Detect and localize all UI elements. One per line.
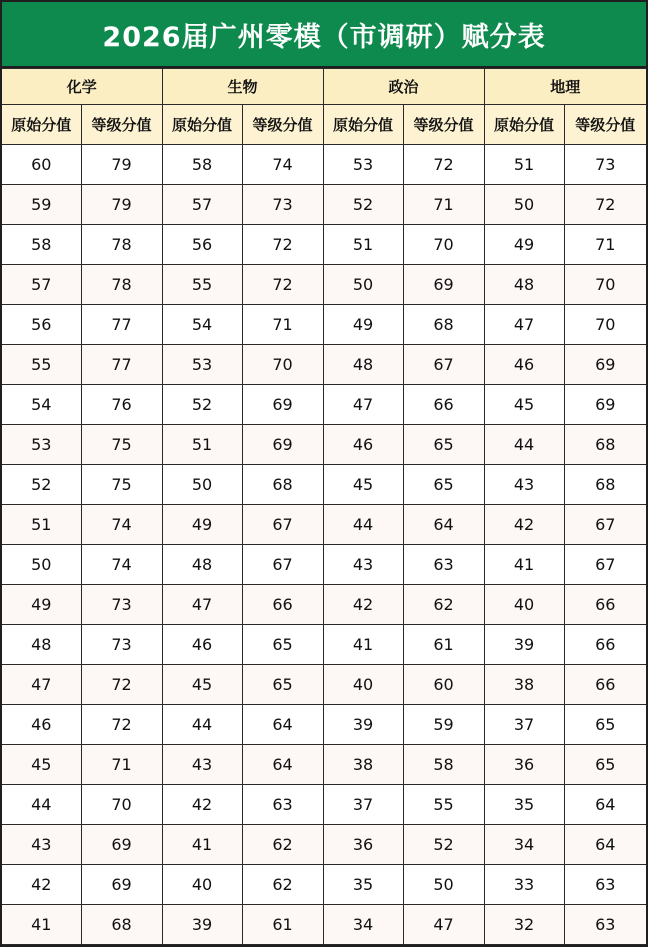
cell-geography-level: 64: [564, 825, 646, 865]
cell-biology-raw: 47: [162, 585, 242, 625]
cell-geography-level: 73: [564, 145, 646, 185]
table-row: [2, 585, 646, 625]
cell-geography-level: 63: [564, 865, 646, 905]
cell-chemistry-raw: 43: [2, 825, 81, 865]
table-row: [2, 305, 646, 345]
cell-chemistry-level: 69: [81, 825, 162, 865]
cell-chemistry-level: 72: [81, 705, 162, 745]
cell-politics-raw: 49: [323, 305, 403, 345]
table-row: [2, 385, 646, 425]
cell-biology-level: 73: [242, 185, 323, 225]
cell-politics-level: 52: [403, 825, 484, 865]
cell-biology-level: 68: [242, 465, 323, 505]
cell-politics-raw: 41: [323, 625, 403, 665]
cell-biology-raw: 41: [162, 825, 242, 865]
cell-geography-level: 70: [564, 265, 646, 305]
cell-politics-level: 72: [403, 145, 484, 185]
cell-biology-raw: 58: [162, 145, 242, 185]
cell-chemistry-level: 78: [81, 225, 162, 265]
cell-biology-level: 65: [242, 665, 323, 705]
cell-chemistry-level: 74: [81, 545, 162, 585]
cell-politics-level: 50: [403, 865, 484, 905]
cell-geography-raw: 47: [484, 305, 564, 345]
table-row: [2, 185, 646, 225]
table-row: [2, 425, 646, 465]
cell-chemistry-raw: 54: [2, 385, 81, 425]
cell-geography-level: 67: [564, 505, 646, 545]
cell-politics-level: 65: [403, 425, 484, 465]
cell-biology-level: 63: [242, 785, 323, 825]
cell-biology-raw: 54: [162, 305, 242, 345]
cell-geography-raw: 35: [484, 785, 564, 825]
cell-biology-raw: 42: [162, 785, 242, 825]
level-score-header: 等级分值: [403, 105, 484, 145]
cell-biology-level: 70: [242, 345, 323, 385]
table-row: [2, 785, 646, 825]
cell-geography-level: 67: [564, 545, 646, 585]
cell-biology-raw: 56: [162, 225, 242, 265]
cell-politics-level: 69: [403, 265, 484, 305]
cell-geography-raw: 38: [484, 665, 564, 705]
cell-politics-level: 70: [403, 225, 484, 265]
cell-chemistry-level: 77: [81, 345, 162, 385]
score-table: [2, 68, 646, 945]
cell-chemistry-raw: 58: [2, 225, 81, 265]
cell-chemistry-level: 79: [81, 185, 162, 225]
cell-geography-raw: 33: [484, 865, 564, 905]
cell-geography-level: 65: [564, 745, 646, 785]
cell-chemistry-raw: 48: [2, 625, 81, 665]
cell-biology-level: 69: [242, 425, 323, 465]
cell-chemistry-level: 73: [81, 585, 162, 625]
cell-chemistry-raw: 53: [2, 425, 81, 465]
cell-chemistry-level: 69: [81, 865, 162, 905]
cell-geography-raw: 42: [484, 505, 564, 545]
cell-biology-level: 64: [242, 745, 323, 785]
cell-biology-level: 72: [242, 225, 323, 265]
table-row: [2, 505, 646, 545]
cell-biology-level: 62: [242, 865, 323, 905]
cell-geography-raw: 51: [484, 145, 564, 185]
cell-politics-level: 62: [403, 585, 484, 625]
cell-geography-raw: 45: [484, 385, 564, 425]
cell-politics-level: 55: [403, 785, 484, 825]
subject-header-row: [2, 69, 646, 105]
subject-header-chemistry: 化学: [2, 69, 162, 105]
cell-politics-raw: 38: [323, 745, 403, 785]
table-row: [2, 265, 646, 305]
cell-biology-raw: 53: [162, 345, 242, 385]
subject-header-biology: 生物: [162, 69, 323, 105]
cell-chemistry-raw: 56: [2, 305, 81, 345]
cell-biology-level: 67: [242, 505, 323, 545]
cell-politics-raw: 52: [323, 185, 403, 225]
cell-biology-raw: 43: [162, 745, 242, 785]
cell-politics-level: 60: [403, 665, 484, 705]
cell-geography-level: 65: [564, 705, 646, 745]
cell-geography-level: 71: [564, 225, 646, 265]
cell-politics-level: 63: [403, 545, 484, 585]
cell-politics-raw: 44: [323, 505, 403, 545]
cell-politics-raw: 35: [323, 865, 403, 905]
cell-politics-raw: 46: [323, 425, 403, 465]
cell-politics-level: 67: [403, 345, 484, 385]
cell-geography-raw: 50: [484, 185, 564, 225]
cell-chemistry-raw: 59: [2, 185, 81, 225]
cell-biology-raw: 50: [162, 465, 242, 505]
cell-geography-level: 63: [564, 905, 646, 945]
cell-politics-level: 47: [403, 905, 484, 945]
cell-geography-raw: 49: [484, 225, 564, 265]
cell-politics-level: 64: [403, 505, 484, 545]
sub-header-row: [2, 105, 646, 145]
cell-biology-raw: 44: [162, 705, 242, 745]
table-row: [2, 545, 646, 585]
level-score-header: 等级分值: [242, 105, 323, 145]
cell-biology-level: 74: [242, 145, 323, 185]
table-row: [2, 225, 646, 265]
score-table-body: [2, 145, 646, 945]
subject-header-politics: 政治: [323, 69, 484, 105]
cell-chemistry-raw: 44: [2, 785, 81, 825]
page-title: 2026届广州零模（市调研）赋分表: [2, 2, 646, 68]
cell-chemistry-raw: 60: [2, 145, 81, 185]
table-row: [2, 145, 646, 185]
table-row: [2, 465, 646, 505]
cell-biology-level: 69: [242, 385, 323, 425]
table-row: [2, 865, 646, 905]
cell-biology-level: 61: [242, 905, 323, 945]
cell-geography-raw: 48: [484, 265, 564, 305]
table-row: [2, 825, 646, 865]
raw-score-header: 原始分值: [323, 105, 403, 145]
cell-politics-level: 59: [403, 705, 484, 745]
cell-chemistry-raw: 47: [2, 665, 81, 705]
cell-chemistry-level: 71: [81, 745, 162, 785]
cell-geography-level: 69: [564, 345, 646, 385]
cell-politics-raw: 48: [323, 345, 403, 385]
cell-politics-level: 65: [403, 465, 484, 505]
cell-geography-raw: 32: [484, 905, 564, 945]
cell-politics-raw: 45: [323, 465, 403, 505]
cell-politics-raw: 36: [323, 825, 403, 865]
cell-politics-raw: 40: [323, 665, 403, 705]
cell-biology-level: 67: [242, 545, 323, 585]
cell-chemistry-raw: 55: [2, 345, 81, 385]
cell-biology-raw: 45: [162, 665, 242, 705]
cell-biology-level: 65: [242, 625, 323, 665]
cell-geography-level: 64: [564, 785, 646, 825]
cell-biology-raw: 57: [162, 185, 242, 225]
cell-geography-raw: 44: [484, 425, 564, 465]
cell-geography-level: 66: [564, 625, 646, 665]
cell-politics-raw: 39: [323, 705, 403, 745]
level-score-header: 等级分值: [564, 105, 646, 145]
table-row: [2, 745, 646, 785]
level-score-header: 等级分值: [81, 105, 162, 145]
cell-biology-raw: 40: [162, 865, 242, 905]
cell-chemistry-raw: 45: [2, 745, 81, 785]
cell-geography-raw: 43: [484, 465, 564, 505]
cell-politics-raw: 53: [323, 145, 403, 185]
cell-chemistry-level: 78: [81, 265, 162, 305]
cell-politics-level: 58: [403, 745, 484, 785]
cell-geography-raw: 46: [484, 345, 564, 385]
cell-chemistry-raw: 41: [2, 905, 81, 945]
cell-chemistry-level: 73: [81, 625, 162, 665]
cell-politics-raw: 34: [323, 905, 403, 945]
cell-chemistry-raw: 51: [2, 505, 81, 545]
raw-score-header: 原始分值: [162, 105, 242, 145]
cell-biology-raw: 49: [162, 505, 242, 545]
cell-geography-raw: 40: [484, 585, 564, 625]
cell-politics-level: 68: [403, 305, 484, 345]
cell-chemistry-level: 77: [81, 305, 162, 345]
cell-chemistry-level: 75: [81, 425, 162, 465]
cell-politics-level: 71: [403, 185, 484, 225]
table-row: [2, 905, 646, 945]
cell-politics-raw: 42: [323, 585, 403, 625]
cell-biology-level: 62: [242, 825, 323, 865]
subject-header-geography: 地理: [484, 69, 646, 105]
cell-biology-raw: 51: [162, 425, 242, 465]
cell-chemistry-raw: 42: [2, 865, 81, 905]
cell-politics-level: 66: [403, 385, 484, 425]
cell-chemistry-raw: 49: [2, 585, 81, 625]
cell-geography-raw: 39: [484, 625, 564, 665]
cell-chemistry-level: 79: [81, 145, 162, 185]
cell-chemistry-level: 75: [81, 465, 162, 505]
cell-geography-level: 72: [564, 185, 646, 225]
cell-geography-level: 66: [564, 585, 646, 625]
cell-chemistry-raw: 52: [2, 465, 81, 505]
cell-biology-raw: 39: [162, 905, 242, 945]
cell-geography-level: 68: [564, 465, 646, 505]
cell-geography-raw: 37: [484, 705, 564, 745]
cell-politics-raw: 37: [323, 785, 403, 825]
table-row: [2, 625, 646, 665]
cell-geography-level: 66: [564, 665, 646, 705]
cell-chemistry-raw: 50: [2, 545, 81, 585]
cell-geography-raw: 41: [484, 545, 564, 585]
raw-score-header: 原始分值: [484, 105, 564, 145]
cell-biology-level: 64: [242, 705, 323, 745]
cell-politics-raw: 51: [323, 225, 403, 265]
cell-chemistry-level: 72: [81, 665, 162, 705]
cell-politics-raw: 47: [323, 385, 403, 425]
table-row: [2, 345, 646, 385]
table-row: [2, 705, 646, 745]
cell-chemistry-raw: 46: [2, 705, 81, 745]
table-row: [2, 665, 646, 705]
cell-politics-level: 61: [403, 625, 484, 665]
cell-biology-raw: 48: [162, 545, 242, 585]
cell-geography-level: 69: [564, 385, 646, 425]
cell-chemistry-level: 68: [81, 905, 162, 945]
cell-geography-level: 70: [564, 305, 646, 345]
cell-chemistry-level: 74: [81, 505, 162, 545]
cell-chemistry-level: 76: [81, 385, 162, 425]
cell-chemistry-level: 70: [81, 785, 162, 825]
cell-biology-level: 71: [242, 305, 323, 345]
cell-politics-raw: 43: [323, 545, 403, 585]
cell-politics-raw: 50: [323, 265, 403, 305]
cell-biology-level: 72: [242, 265, 323, 305]
cell-biology-raw: 52: [162, 385, 242, 425]
cell-biology-raw: 46: [162, 625, 242, 665]
cell-biology-raw: 55: [162, 265, 242, 305]
cell-geography-level: 68: [564, 425, 646, 465]
raw-score-header: 原始分值: [2, 105, 81, 145]
cell-biology-level: 66: [242, 585, 323, 625]
cell-chemistry-raw: 57: [2, 265, 81, 305]
cell-geography-raw: 34: [484, 825, 564, 865]
cell-geography-raw: 36: [484, 745, 564, 785]
